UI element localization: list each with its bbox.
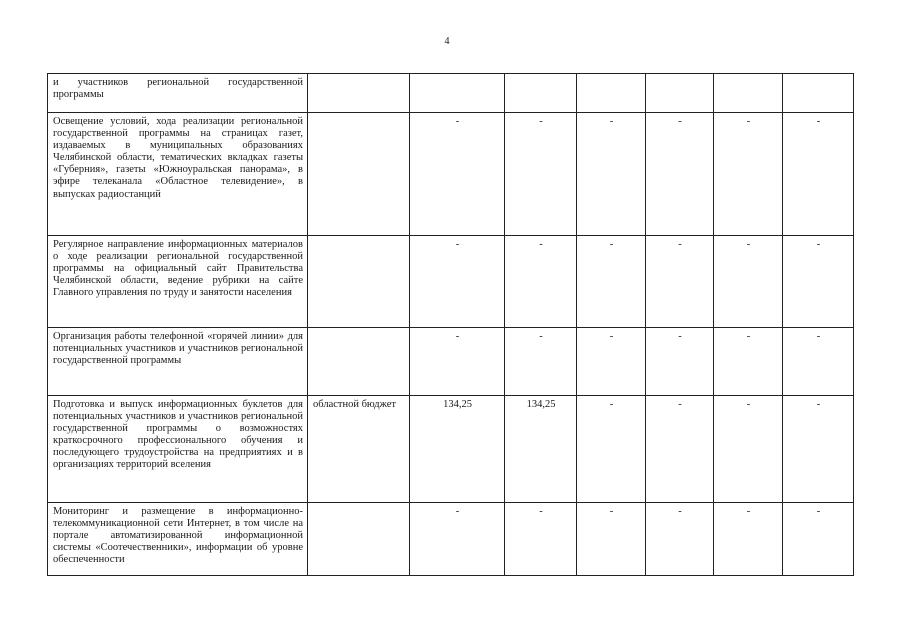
value-cell: - <box>714 113 783 236</box>
value-cell: - <box>714 328 783 396</box>
page-number: 4 <box>444 36 450 47</box>
value-cell: - <box>505 328 577 396</box>
table-row <box>48 503 854 576</box>
table-row <box>48 74 854 113</box>
program-activities-table <box>47 73 854 576</box>
value-cell: - <box>410 113 505 236</box>
value-cell: - <box>646 396 714 503</box>
value-cell <box>783 74 854 113</box>
value-cell: - <box>577 396 646 503</box>
table-row <box>48 396 854 503</box>
value-cell: - <box>646 113 714 236</box>
activity-description: Мониторинг и размещение в информационно-телекоммуникационной сети Интернет, в том числе на портале автоматизированной информационной системы «Соотечественники», информации об уровне обеспеченности <box>48 503 308 576</box>
value-cell <box>410 74 505 113</box>
funding-source <box>308 328 410 396</box>
value-cell: - <box>577 328 646 396</box>
value-cell: - <box>714 503 783 576</box>
value-cell: - <box>783 113 854 236</box>
activity-description: Освещение условий, хода реализации региональной государственной программы на страницах газет, издаваемых в муниципальных образованиях Челябинской области, тематических вкладках газеты «Губерния», газеты «Южноуральская панорама», в эфире телеканала «Областное телевидение», в выпусках радиостанций <box>48 113 308 236</box>
value-cell: - <box>783 503 854 576</box>
activity-description: и участников региональной государственной программы <box>48 74 308 113</box>
funding-source <box>308 113 410 236</box>
value-cell <box>505 74 577 113</box>
value-cell: 134,25 <box>505 396 577 503</box>
value-cell: - <box>646 503 714 576</box>
value-cell: - <box>714 396 783 503</box>
value-cell: - <box>783 328 854 396</box>
table-row <box>48 236 854 328</box>
value-cell: - <box>410 328 505 396</box>
value-cell: - <box>410 503 505 576</box>
funding-source <box>308 236 410 328</box>
value-cell: - <box>505 503 577 576</box>
value-cell: - <box>646 328 714 396</box>
value-cell: - <box>783 396 854 503</box>
table-row <box>48 328 854 396</box>
value-cell: - <box>646 236 714 328</box>
activity-description: Регулярное направление информационных материалов о ходе реализации региональной государственной программы на официальный сайт Правительства Челябинской области, ведение рубрики на сайте Главного управления по труду и занятости населения <box>48 236 308 328</box>
value-cell <box>577 74 646 113</box>
value-cell: - <box>505 236 577 328</box>
activity-description: Подготовка и выпуск информационных буклетов для потенциальных участников и участников региональной государственной программы о возможностях краткосрочного профессионального обучения и последующего трудоустройства на предприятиях и в организациях территорий вселения <box>48 396 308 503</box>
value-cell: - <box>410 236 505 328</box>
value-cell: - <box>783 236 854 328</box>
value-cell: - <box>714 236 783 328</box>
funding-source: областной бюджет <box>308 396 410 503</box>
value-cell: - <box>577 236 646 328</box>
funding-source <box>308 74 410 113</box>
funding-source <box>308 503 410 576</box>
value-cell: - <box>505 113 577 236</box>
value-cell: - <box>577 113 646 236</box>
value-cell: 134,25 <box>410 396 505 503</box>
value-cell: - <box>577 503 646 576</box>
value-cell <box>646 74 714 113</box>
activity-description: Организация работы телефонной «горячей линии» для потенциальных участников и участников региональной государственной программы <box>48 328 308 396</box>
value-cell <box>714 74 783 113</box>
table-row <box>48 113 854 236</box>
